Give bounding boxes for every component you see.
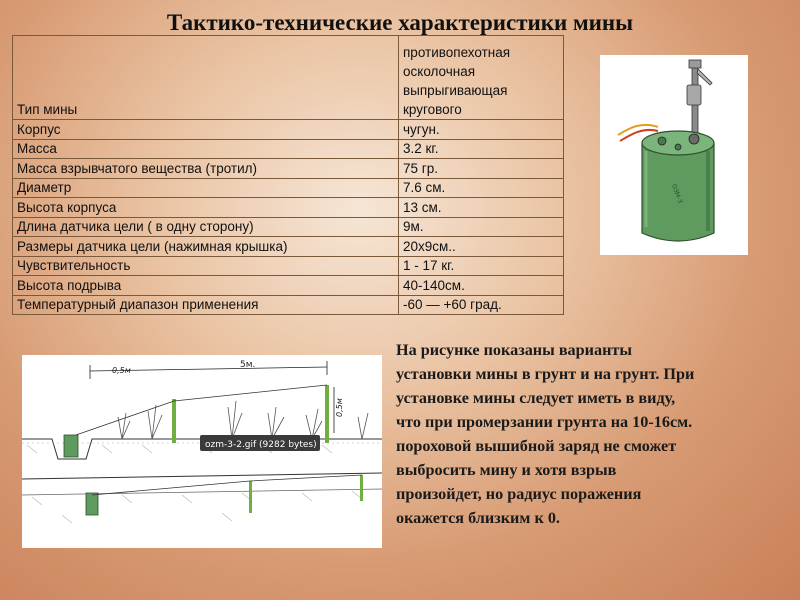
table-row [13, 295, 564, 315]
row-value: чугун. [399, 120, 564, 140]
row-label: Размеры датчика цели (нажимная крышка) [13, 237, 399, 257]
row-label: Длина датчика цели ( в одну сторону) [13, 217, 399, 237]
table-row [13, 178, 564, 198]
row-value: 75 гр. [399, 159, 564, 179]
dim-top-label: 5м. [240, 360, 256, 370]
svg-text:ОЗМ-3: ОЗМ-3 [670, 183, 684, 205]
table-row [13, 237, 564, 257]
row-label: Тип мины [13, 36, 399, 120]
row-label: Масса [13, 139, 399, 159]
table-row [13, 139, 564, 159]
dim-left-label: 0,5м [112, 366, 131, 375]
row-label: Чувствительность [13, 256, 399, 276]
caption-paragraph: На рисунке показаны варианты установки мины в грунт и на грунт. При установке мины следует иметь в виду, что при промерзании грунта на 10-16см. пороховой вышибной заряд не сможет выбросить мину и хотя взрыв произойдет, но радиус поражения окажется близким к 0. [396, 341, 695, 527]
installation-diagram [22, 355, 382, 548]
page-title: Тактико-технические характеристики мины [166, 10, 634, 35]
mine-illustration [600, 55, 748, 255]
table-row [13, 159, 564, 179]
row-value: -60 — +60 град. [399, 295, 564, 315]
table-row [13, 276, 564, 296]
table-row [13, 36, 564, 120]
row-label: Высота подрыва [13, 276, 399, 296]
row-label: Диаметр [13, 178, 399, 198]
row-label: Высота корпуса [13, 198, 399, 218]
row-value: 40-140см. [399, 276, 564, 296]
row-value: 3.2 кг. [399, 139, 564, 159]
table-row [13, 120, 564, 140]
row-value: 13 см. [399, 198, 564, 218]
table-row [13, 256, 564, 276]
description-text [396, 338, 696, 530]
dim-right-label: 0,5м [335, 398, 344, 417]
row-label: Корпус [13, 120, 399, 140]
row-value: противопехотная осколочная выпрыгивающая кругового [399, 36, 564, 120]
table-row [13, 217, 564, 237]
row-label: Температурный диапазон применения [13, 295, 399, 315]
table-row [13, 198, 564, 218]
installation-image [22, 355, 382, 548]
mine-image [600, 55, 748, 255]
row-value: 9м. [399, 217, 564, 237]
image-tooltip: ozm-3-2.gif (9282 bytes) [205, 440, 317, 450]
row-label: Масса взрывчатого вещества (тротил) [13, 159, 399, 179]
row-value: 20x9см.. [399, 237, 564, 257]
row-value: 1 - 17 кг. [399, 256, 564, 276]
specs-table [12, 35, 564, 315]
row-value: 7.6 см. [399, 178, 564, 198]
